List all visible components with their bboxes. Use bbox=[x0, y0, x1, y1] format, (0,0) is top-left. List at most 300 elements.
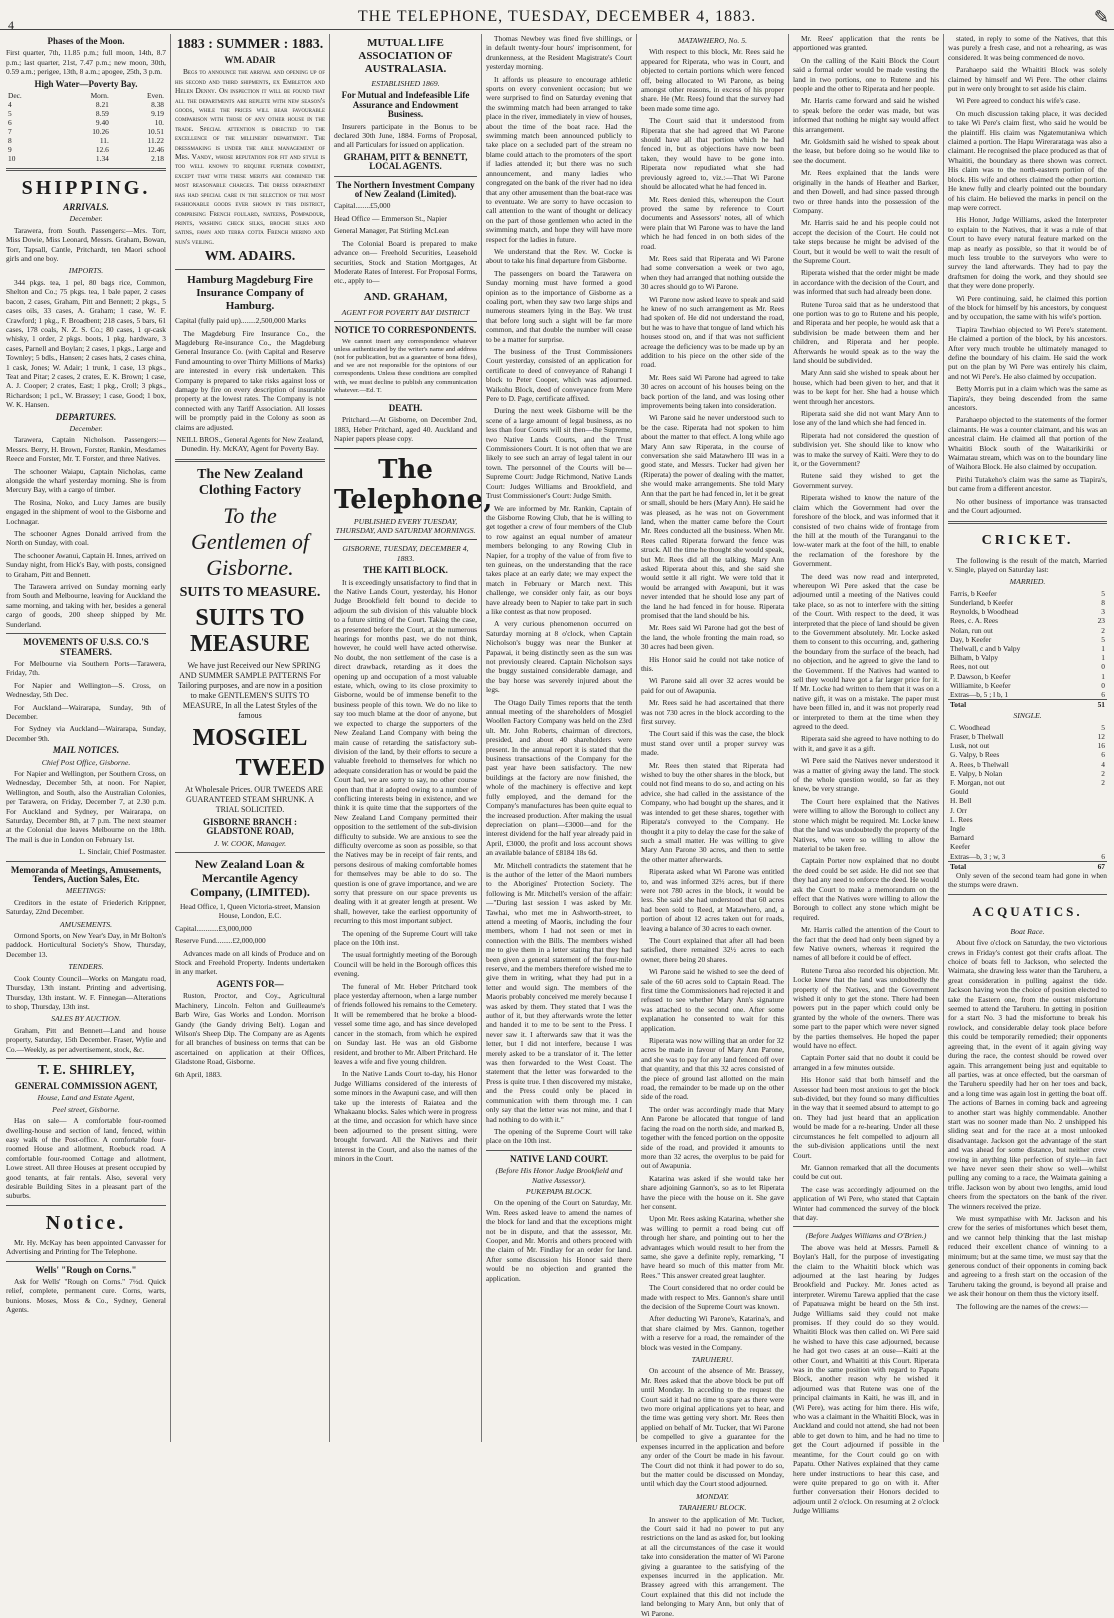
single-scorecard bbox=[948, 723, 1107, 871]
runs: 12 bbox=[1097, 731, 1105, 741]
tide-even: 8.38 bbox=[151, 100, 164, 110]
court-paragraph: The Court said if this was the case, the block must stand over until a proper survey was made. bbox=[641, 729, 784, 758]
ship-note: The schooner Awanui, Captain H. Innes, arrived on Sunday night, from Hick's Bay, with posts, consigned to Graham, Pitt and Bennett. bbox=[6, 550, 166, 579]
mail-office: Chief Post Office, Gisborne. bbox=[41, 757, 131, 767]
score-row bbox=[948, 644, 1107, 653]
court-paragraph: Rutene Turoa said that as he understood that one portion was to go to Rutene and his people, and Riperata and her people, he would ask that a subdivision be made between them and her children, and Riperata and her people. Afterwards he would speak as to the way the land should be subdivided. bbox=[793, 299, 939, 365]
runs: 1 bbox=[1101, 671, 1105, 681]
nic-office: Head Office — Emmerson St., Napier bbox=[334, 213, 447, 223]
court-paragraph: Mr. Rees said Wi Parone had agreed to take 30 acres on account of his houses being on the back portion of the land, and was losing other improvements being taken into consideration. bbox=[641, 372, 784, 411]
column-1 bbox=[2, 34, 170, 1442]
adair-heading: WM. ADAIR bbox=[224, 55, 276, 65]
arrivals-text: Tarawera, from South. Passengers:—Mrs. Torr, Miss Dowie, Miss Leonard, Messrs. Graham, Bowan, Torr, Tapsall, Cantle, Pritchardt, ten Maori school girls and one boy. bbox=[6, 225, 166, 264]
tide-row bbox=[6, 136, 166, 145]
notice-text: Mr. Hy. McKay has been appointed Canvasser for Advertising and Printing for The Telephone. bbox=[6, 1237, 166, 1257]
news-paragraph: We are informed by Mr. Rankin, Captain of the Gisborne Rowing Club, that he is willing to get together a crew of four members of the Club to row against an equal number of amateur members belonging to any Rowing Club in Napier, for a trophy of the value of from five to ten guineas, on the understanding that the race takes place at an early date; we may expect the match in February or March next. This challenge, we consider only fair, as our boys have already been to Napier to take part in such a like contest as that now proposed. bbox=[486, 503, 632, 616]
score-total bbox=[948, 861, 1107, 871]
batsman: C. Woodhead bbox=[950, 722, 990, 732]
ship-note: The Rosina, Noko, and Lucy James are busily engaged in the shipment of wool to the Gisborne and Lochnagar. bbox=[6, 497, 166, 526]
news-paragraph: The opening of the Supreme Court will take place on the 10th inst. bbox=[486, 1126, 632, 1146]
score-row bbox=[948, 681, 1107, 690]
usss-line: For Napier and Wellington—S. Cross, on Wednesday, 5th Dec. bbox=[6, 680, 166, 700]
nzcf-text2: At Wholesale Prices. OUR TWEEDS ARE GUARANTEED STEAM SHRUNK. A TRIAL SOLICITED. bbox=[185, 784, 323, 814]
nic-heading: The Northern Investment Company of New Zealand (Limited). bbox=[336, 179, 475, 200]
batsman: Rees, c. A. Rees bbox=[950, 616, 999, 626]
batsman: Day, b Keefer bbox=[950, 634, 992, 644]
runs: 6 bbox=[1101, 851, 1105, 861]
leader-heading: THE KAITI BLOCK. bbox=[363, 565, 448, 576]
divider bbox=[6, 168, 166, 171]
single-heading: SINGLE. bbox=[1013, 711, 1042, 721]
mail-text: For Napier and Wellington, per Southern Cross, on Wednesday, December 5th, at noon. For Napier, Wellington, and South, also the Australian Colonies, per Tarawera, on Friday, December 7, at 2.30 p.m. For Auckland and Sydney, per Wairarapa, on Saturday, December 8th, at 7 p.m. The next steamer at the Colonial due leaves Melbourne on the 18th. The mail is due in London on February 1st. bbox=[6, 768, 166, 844]
taruheru-heading: TARUHERU. bbox=[691, 1355, 734, 1365]
divider bbox=[175, 459, 325, 462]
tide-morn: 11. bbox=[99, 136, 109, 146]
nic-manager: General Manager, Pat Stirling McLean bbox=[334, 226, 449, 236]
loan-text: Advances made on all kinds of Produce and on Stock and Freehold Property. Indents undertaken in any market. bbox=[175, 948, 325, 977]
sales-text: Graham, Pitt and Bennett—Land and house property, Saturday, 15th December. Fraser, Wylie and Co.—Weekly, as per advertisement, stock, &c. bbox=[6, 1025, 166, 1054]
batsman: E. Valpy, b Nolan bbox=[950, 768, 1003, 778]
divider bbox=[6, 1058, 166, 1059]
boat-race-text: About five o'clock on Saturday, the two victorious crews in Friday's contest got their crafts afloat. The choice of boats fell to Jackson, who selected the Waimata, she drawing less water than the Taruheru, a great consideration in pulling against the tide. Jackson having won the choice of position elected to take the Eastern one, from the outset misfortune seemed to attend the Taruheru. In getting in position for a start No. 3 had the misfortune to break his rowlock, and considerable delay took place before this could be temporarily remedied; their opponents agreeing that, in the event of it again giving way during the race, the contest should be rowed over again. This arrangement being just and equitable to all parties, was at once effected, but the oarsman of the Taruheru speedily had her on her toes and back, and a long time was again lost in getting the boat off. The actions of Barnes in coming back and agreeing to another start was highly commendable. Another start was no sooner made than No. 2 unshipped his sliding seat and for the race at a most unlooked disadvantage. Jackson got the advantage of the start and was ahead for some distance, but neither crew rowing in anything like perfection of style—in fact we have never seen their show so well—whilst pulling any coming to a race, the Waimata gaining a trifle. Jackson won by about two lengths, amid loud cheers from the spectators on the bank of the river. The winners received the prize. bbox=[948, 938, 1107, 1211]
court-paragraph: Mr. Goldsmith said he wished to speak about the lease, but before doing so he would like to see the document. bbox=[793, 137, 939, 165]
court-paragraph: His Honor said that both himself and the Assessor had been most anxious to get the block sub-divided, but they found so many difficulties in the way that it seemed absurd to attempt to go on. They had just heard that an application would be made for a re-hearing. Under all these circumstances he felt compelled to adjourn all the sub-division applications until the next Court. bbox=[793, 1075, 939, 1160]
runs: 0 bbox=[1101, 662, 1105, 672]
hamburg-text: The Magdeburg Fire Insurance Co., the Magdeburg Re-insurance Co., the Magdeburg General Insurance Co. (with Capital and Reserve Fund amounting to over Thirty Millions of Marks) are interested in every risk undertaken. This Company is prepared to take risks against loss or damage by fire on every description of insurable property at the lowest rates. The Company is not connected with any Tariff Association. All losses will be promptly paid in the Colony as soon as claims are adjusted. bbox=[175, 328, 325, 432]
leader-paragraph: The usual fortnightly meeting of the Borough Council will be held in the Borough offices this evening. bbox=[334, 950, 477, 979]
loan-reserve: Reserve Fund.........£2,000,000 bbox=[175, 936, 266, 946]
shipping-heading: SHIPPING. bbox=[21, 177, 151, 200]
gpb-agents: GRAHAM, PITT & BENNETT, LOCAL AGENTS. bbox=[343, 151, 468, 172]
corns-heading: Wells' "Rough on Corns." bbox=[35, 1264, 137, 1275]
news-paragraph: It affords us pleasure to encourage athletic sports on every convenient occasion; but we were surprised to find on Saturday evening that the swimming match had been arranged to take place in the river, immediately in view of houses, about the time of the boat race. Had the swimming match been announced publicly to take place on a secluded part of the stream no blame could attach to the promoters of the sport if ladies attended it; but there was no such announcement, and many ladies who congregated on the bank of the river had no idea that any other amusement than the boat-race was to eventuate. We are sorry to have occasion to call attention to the want of thought or delicacy on the part of those gentlemen who acted in the swimming match, and hope they will have more respect for the ladies in future. bbox=[486, 74, 632, 244]
tide-morn: 1.34 bbox=[95, 154, 109, 164]
tide-col-morn: Morn. bbox=[90, 91, 109, 101]
court-paragraph: The Court said that it understood from Riperata that she had agreed that Wi Parone should have all that portion which he had fenced in, but as objections have now been taken, they would have to be gone into. Riperata now repudiated what she had previously agreed to, viz.:—That Wi Parone should be allocated what he had fenced in. bbox=[641, 116, 784, 192]
court-paragraph: Wi Parone now asked leave to speak and said he knew of no such arrangement as Mr. Rees had spoken of. He did not understand the road, but he was to have that tongue of land which his houses stood on, and if that was not sufficient acreage the deficiency was to be made up by an addition to his piece on the other side of the road. bbox=[641, 294, 784, 370]
leader-paragraph: The funeral of Mr. Heber Pritchard took place yesterday afternoon, when a large number of friends followed his remains to the Cemetery. It will be remembered that he broke a blood-vessel some time ago, and has since developed cancer in the stomach, from which he expired on Sunday last. He was an old Gisborne resident, and brother to Mr. Albert Pritchard. He leaves a wife and five young children. bbox=[334, 981, 477, 1066]
batsman: Barnard bbox=[950, 833, 974, 843]
runs bbox=[1089, 833, 1107, 842]
tide-even: 11.22 bbox=[147, 136, 164, 146]
runs bbox=[1089, 787, 1107, 796]
tide-day: 10 bbox=[8, 154, 16, 164]
court-paragraph: Rutene said they wished to get the Government survey. bbox=[793, 471, 939, 490]
runs: 5 bbox=[1101, 722, 1105, 732]
court-paragraph: Mr. Rees explained that the lands were originally in the hands of Heather and Barker, and then Dowell, and had since passed through two or three hands into the possession of the Company. bbox=[793, 168, 939, 215]
court-paragraph: Upon Mr. Rees asking Katarina, whether she was willing to permit a road being cut off through her share, and pointing out to her the advantages which would result to her from the same, she gave a definite reply, remarking, "I have heard so much of this matter from Mr. Rees." This answer created great laughter. bbox=[641, 1214, 784, 1280]
paper-title: The Telephone, bbox=[334, 454, 493, 515]
divider bbox=[175, 269, 325, 270]
court-paragraph: Wi Parone said he never understood such to be the case. Riperata had not spoken to him about the matter to that effect. A long while ago Mary Ann saw Riperata, in the course of conversation she said Matawhero III was in a good state, and Messrs. Tucker had given her (Riperata) the power of dealing with the matter, she would make arrangements. She told Mary Ann that the part he had fenced in, let it be great or small, should be hers (Mary Ann). He said he was pleased, as he was not on Government land, when the matter came before the Court Mr. Rees conducted all the business. When Mr. Rees called Riperata forward the fence was struck. All the time he thought she would speak, but Mr. Rees did all the talking. Mary Ann asked Riperata about this, and she said she would settle it all right. We were told that it would be arranged with Awapuni, but it was never intended that he should lose any part of the land he had fenced in for house. Riperata promised that the land should be his. bbox=[641, 413, 784, 620]
court-text: On the opening of the Court on Saturday, Mr. Wm. Rees asked leave to amend the names of the block for land and that the exceptions might not be in dispute, and that the assessor, Mr. Cooper, and Mr. Morris and others proceed with the claim of Mr. Findlay for an order for land. After some discussion his Honor said there would be no objection and granted the application. bbox=[486, 1198, 632, 1283]
court-paragraph: Wi Parone said he wished to see the deed of sale of the 60 acres sold to Captain Read. The first time the Commissioners had rejected it and refused to see whether Mary Ann's signature was attached to the second one. After some explanation he consented to wait for this application. bbox=[641, 967, 784, 1033]
score-row bbox=[948, 635, 1107, 644]
court-paragraph: On the calling of the Kaiti Block the Court said a formal order would be made vesting the land in two portions, one to Rutene and his people and the other to Riperata and her people. bbox=[793, 55, 939, 94]
court-paragraph: The Court here explained that the Natives were willing to allow the Borough to collect any stone which might be required. Mr. Locke knew that the land was undoubtedly the property of the Natives, who were so willing to allow the material to be taken free. bbox=[793, 796, 939, 853]
arrivals-month: December. bbox=[69, 214, 103, 224]
batsman: Rees, not out bbox=[950, 662, 989, 672]
usss-heading: MOVEMENTS OF U.S.S. CO.'S STEAMERS. bbox=[23, 637, 149, 657]
court-paragraph: Riperata said she did not want Mary Ann to lose any of the land which she had fenced in. bbox=[793, 409, 939, 428]
tide-col-even: Even. bbox=[146, 91, 164, 101]
divider bbox=[793, 1226, 939, 1227]
court-paragraph: Pirihi Tutakeho's claim was the same as Tiapira's, but came from a different ancestor. bbox=[948, 474, 1107, 494]
tide-even: 10. bbox=[154, 118, 164, 128]
court-paragraph: Captain Porter said that no doubt it could be arranged in a few minutes outside. bbox=[793, 1053, 939, 1072]
summer-heading: 1883 : SUMMER : 1883. bbox=[176, 37, 324, 52]
usss-line: For Sydney via Auckland—Wairarapa, Sunday, December 9th. bbox=[6, 724, 166, 743]
court-paragraph: His Honor said he could not take notice of this. bbox=[641, 654, 784, 673]
loan-date: 6th April, 1883. bbox=[175, 1069, 222, 1079]
score-row bbox=[948, 653, 1107, 662]
divider bbox=[6, 861, 166, 862]
nzcf-heading: The New Zealand Clothing Factory bbox=[197, 466, 303, 498]
court-paragraph: Mr. Harris called the attention of the Court to the fact that the deed had only been signed by a few Native owners, whereas it required the names of all before it could be of effect. bbox=[793, 925, 939, 963]
court-paragraph: Riperata wished to know the nature of the claim which the Government had over the foreshore of the block, and was informed that it consisted of two chains wide of frontage from the hill at the mouth of the Turanganui to the low-water mark at the foot of the hill, to enable the reclamation of the foreshore by the Government. bbox=[793, 493, 939, 569]
batsman: Gould bbox=[950, 787, 969, 797]
runs: 6 bbox=[1101, 689, 1105, 699]
court-paragraph: The Court considered that no order could be made with respect to Mrs. Gannon's share until the decision of the Supreme Court was known. bbox=[641, 1283, 784, 1311]
and-graham: AND. GRAHAM, bbox=[363, 290, 448, 303]
court-paragraph: Riperata was now willing that an order for 32 acres be made in favour of Mary Ann Parone, and she was to pay for any land fenced off over that quantity, and that this 32 acres consisted of the piece of ground last allotted on the main road, the remainder to be made up on the other side of the road. bbox=[641, 1036, 784, 1102]
batsman: Sunderland, b Keefer bbox=[950, 597, 1014, 607]
court-paragraph: stated, in reply to some of the Natives, that this was purely a fresh case, and not a rehearing, as was considered. It was being commenced de novo. bbox=[948, 34, 1107, 62]
tide-row bbox=[6, 127, 166, 136]
runs: 16 bbox=[1097, 741, 1105, 751]
score-row bbox=[948, 824, 1107, 833]
total-runs: 67 bbox=[1089, 861, 1107, 871]
corns-text: Ask for Wells' "Rough on Corns." 7½d. Quick relief, complete, permanent cure. Corns, warts, bunions. Moses, Moss & Co., Sydney, General Agents. bbox=[6, 1277, 166, 1315]
column-5 bbox=[636, 34, 788, 1618]
runs: 23 bbox=[1097, 616, 1105, 626]
suits-small: SUITS TO MEASURE. bbox=[179, 584, 321, 600]
death-heading: DEATH. bbox=[388, 402, 423, 413]
column-6 bbox=[788, 34, 943, 1516]
court-block: PUKEPAPA BLOCK. bbox=[525, 1186, 593, 1196]
taruheru-text: On account of the absence of Mr. Brassey, Mr. Rees asked that the above block be put off until Monday. In acceding to the request the Court said it had no time to spare as there were two more original applications yet to hear, and the time was getting very short. Mr. Rees then applied on behalf of Mr. Tucker, that Wi Parone be compelled to give a guarantee for the expenses incurred in the application and before any order of the Court be made in his favour. The Court did not think it had power to do so, but the matter could be discussed on Monday, until which day the Court stood adjourned. bbox=[641, 1366, 784, 1489]
batsman: Lusk, not out bbox=[950, 741, 990, 751]
tide-table bbox=[6, 91, 166, 163]
and-graham-agent: AGENT FOR POVERTY BAY DISTRICT bbox=[341, 307, 470, 317]
nzcf-text: We have just Received our New SPRING AND SUMMER SAMPLE PATTERNS For Tailoring purposes, and are now in a position to make GENTLEMEN'S SUITS TO MEASURE, In all the Latest Styles of the famous bbox=[177, 660, 323, 720]
paper-title-box bbox=[334, 448, 493, 541]
tweed-heading: TWEED bbox=[235, 754, 325, 781]
leader-paragraph: The opening of the Supreme Court will take place on the 10th inst. bbox=[334, 928, 477, 948]
score-row bbox=[948, 760, 1107, 769]
tide-morn: 10.26 bbox=[92, 127, 109, 137]
to-gentlemen-heading: To the Gentlemen of Gisborne. bbox=[191, 502, 309, 580]
mla-text: Insurers participate in the Bonus to be declared 30th June, 1884. Forms of Proposal, and all Particulars for issued on application. bbox=[334, 121, 477, 150]
agents-heading: AGENTS FOR— bbox=[216, 978, 284, 989]
adair-signature: WM. ADAIRS. bbox=[204, 249, 296, 265]
monday-block: TARAHERU BLOCK. bbox=[678, 1503, 747, 1513]
tide-header-row bbox=[6, 91, 166, 100]
tide-row bbox=[6, 109, 166, 118]
score-row bbox=[948, 690, 1107, 700]
tide-row bbox=[6, 145, 166, 154]
tide-row bbox=[6, 118, 166, 127]
court-paragraph: Mr. Rees said he had ascertained that there was not 730 acres in the block according to the first survey. bbox=[641, 698, 784, 727]
score-total bbox=[948, 700, 1107, 710]
score-row bbox=[948, 589, 1107, 598]
court-paragraph: Wi Pere continuing, said, he claimed this portion of the block for himself by his ancestors, by conquest and by occupation, the same with his wife's portion. bbox=[948, 293, 1107, 322]
sales-heading: SALES BY AUCTION. bbox=[51, 1014, 121, 1024]
batsman: A. Rees, b Thelwall bbox=[950, 759, 1009, 769]
page-number: 4 bbox=[8, 18, 15, 32]
shirley-sub2: House, Land and Estate Agent, bbox=[37, 1093, 135, 1103]
married-heading: MARRIED. bbox=[1009, 577, 1046, 587]
court-paragraph: Katarina was asked if she would take her share adjoining Gannon's, so as to let Riperata have the piece with the house on it. She gave her consent. bbox=[641, 1173, 784, 1211]
masthead-title: THE TELEPHONE, TUESDAY, DECEMBER 4, 1883. bbox=[357, 8, 757, 25]
tenders-heading: TENDERS. bbox=[68, 962, 104, 972]
column-3 bbox=[329, 34, 493, 1442]
batsman: H. Bell bbox=[950, 796, 972, 806]
score-row bbox=[948, 672, 1107, 681]
court-paragraph: Rutene Turoa also recorded his objection. Mr. Locke knew that the land was undoubtedly the property of the Natives, and the Government wished it only to get the stone. There had been powers put in the paper which could only be granted by the whole of the owners. There was some part to the paper which were never signed by the parties themselves. He hoped the paper would have no effect. bbox=[793, 965, 939, 1051]
tide-even: 2.18 bbox=[151, 154, 164, 164]
batsman: L. Rees bbox=[950, 814, 973, 824]
divider bbox=[334, 399, 477, 400]
court-paragraph: Parahaepo objected to the statements of the former claimants. He was a counter claimant, and his was an ancestral claim. He claimed all that portion of the Whaititi Block south of the Waitarikiriki or Waimatau stream, which was on to the boundary line of Waihora Block. He also claimed by occupation. bbox=[948, 415, 1107, 472]
runs bbox=[1089, 806, 1107, 815]
tide-even: 9.19 bbox=[151, 109, 164, 119]
monday-text: In answer to the application of Mr. Tucker, the Court said it had no power to put any restrictions on the land as asked for, but looking at all the circumstances of the case it would take into consideration the matter of Wi Parone giving a guarantee to the satisfying of the expenses incurred in the application. Mr. Brassey agreed with this arrangement. The Court explained that this did not include the land belonging to Mary Ann, but only that of Wi Parone. bbox=[641, 1514, 784, 1618]
runs: 8 bbox=[1101, 597, 1105, 607]
score-row bbox=[948, 769, 1107, 778]
tide-day: 6 bbox=[8, 118, 12, 128]
court-paragraph: Riperata had not considered the question of subdivision yet. She should like to know who was to make the survey of Kaiti. Were they to do it, or the Government? bbox=[793, 430, 939, 469]
tenders-text: Cook County Council—Works on Mangatu road, Thursday, 13th instant. Printing and advertising, Thursday, 13th instant. W. F. Finnegan—Alterations to shop, Thursday, 13th inst. bbox=[6, 973, 166, 1011]
moon-heading: Phases of the Moon. bbox=[47, 36, 125, 46]
court-paragraph: Riperata said she agreed to have nothing to do with it, and gave it as a gift. bbox=[793, 734, 939, 753]
divider bbox=[6, 1261, 166, 1262]
moon-text: First quarter, 7th, 11.85 p.m.; full moon, 14th, 8.7 p.m.; last quarter, 21st, 7.47 p.m.; new moon, 30th, 0.59 a.m.; perigee, 13th, 8 a.m.; apogee, 25th, 3 p.m. bbox=[6, 48, 166, 77]
runs: 6 bbox=[1101, 750, 1105, 760]
imports-text: 344 pkgs. tea, 1 pel, 80 bags rice, Common, Shelton and Co.; 75 pkgs. tea, 1 bale paper, 2 cases bacon, 2 cases, Graham, Pitt and Bennett; 2 pkgs., 5 cases oils, 33 cases, A. Graham; 1 case, W. F. Crawford; 1 pkg., F. Broadbent; 218 cases, 5 bars, 61 cases, 178 coals, N. Z. S. Co.; 80 cases, 1 qr-cask whisky, 1 order, 2 pkgs. boots, 1 pkg. hardware, 3 cases, Parnell and Boylan; 2 cases, 1 pkgs., Large and Townley; 5 bdls., Hansen; 2 cases hats, 2 cases china, 1 cask, Jones; W. Adair; 1 trunk, 1 case, 13 pkgs., Teat and Pitar; 2 cases, 2 crates, E. K. Brown; 1 case, A. J. Cooper; 2 crates, East; 1 pkg., Croll; 3 pkgs., Richardson; 1 pcl., W. Brassey; 1 case, Good; 1 box, W. K. Hansen. bbox=[6, 277, 166, 410]
divider bbox=[334, 176, 477, 177]
second-court-text: The above was held at Messrs. Parnell & Boylan's Hall, for the purpose of investigating the claim to the Whaititi block which was adjourned at the last hearing by Judges Brookfield and Puckey. Mr. Jones acted as interpreter. Wiremu Tarewa applied that the case of Papatuawa might be heard on the 5th inst. Judge Williams said they could not make promises. If they could do so they would. Whaititi Block was then called on. Wi Pere said he wished to have this case adjourned, because he had got two cases at an ouse—Kaiti at the other Court, and Whaititi at this Court. Riperata was in the same position with regard to Papatu Block, another reason why he wished it adjourned was that Rutene was one of the principal claimants in Kaiti, he was ill, and in (Wi Pere), was acting for him there. His wife, who was a claimant in the Whaititi Block, was in Auckland and could not attend, she had not been able to get down to him, and he had no time to get the Court adjourned if possible in the meantime, for the Court could go on with Papatu. Other Natives explained that they came here under instructions to hear this case, and were quite prepared to go on with it. After further conversation their Honors decided to adjourn until 2 o'clock. On resuming at 2 o'clock Judge Williams bbox=[793, 1242, 939, 1516]
score-row bbox=[948, 778, 1107, 787]
court-paragraph: Mr. Rees' application that the rents be apportioned was granted. bbox=[793, 34, 939, 53]
news-paragraph: We understand that the Rev. W. Cocke is about to take his final departure from Gisborne. bbox=[486, 246, 632, 266]
nic-capital: Capital........£5,000 bbox=[334, 201, 391, 211]
runs bbox=[1089, 815, 1107, 824]
batsman: P. Dawson, b Keefer bbox=[950, 671, 1011, 681]
score-row bbox=[948, 787, 1107, 796]
shirley-heading: T. E. SHIRLEY, bbox=[37, 1062, 135, 1078]
cricket-note: Only seven of the second team had gone in when the stumps were drawn. bbox=[948, 871, 1107, 890]
batsman: Keefer bbox=[950, 842, 971, 852]
court-paragraph: Parahaepo said the Whaititi Block was solely claimed by himself and Wi Pere. The other claims put in were only brought to set aside his claim. bbox=[948, 65, 1107, 94]
runs: 2 bbox=[1101, 625, 1105, 635]
runs: 2 bbox=[1101, 777, 1105, 787]
departures-text: Tarawera, Captain Nicholson. Passengers:—Messrs. Berry, H. Brown, Forster, Rankin, Mesdames Reece and Forster, Mr. T. Forster, and three Natives. bbox=[6, 435, 166, 464]
runs: 4 bbox=[1101, 759, 1105, 769]
tide-col-day: Dec. bbox=[8, 91, 22, 101]
memoranda-heading: Memoranda of Meetings, Amusements, Tenders, Auction Sales, Etc. bbox=[10, 864, 162, 885]
hamburg-capital: Capital (fully paid up)........2,500,000 Marks bbox=[175, 316, 306, 326]
news-paragraph: The Otago Daily Times reports that the tenth annual meeting of the shareholders of Mosgiel Woollen Factory Company was held on the 23rd ult. Mr. John Roberts, chairman of directors, presided, and about 40 shareholders were present. In the annual report it is stated that the business transactions of the Company for the past year have been satisfactory. The new buildings at the factory are now finished, the whole of the machinery is effective and kept fully employed, and the demand for the Company's manufactures has been quite equal to the increased production. After making the usual depreciation on plant—£3000—and for the interest dividend for the half year already paid in April, £3000, the profit and loss account shows an available balance of £8184 18s 6d. bbox=[486, 697, 632, 858]
court-paragraph: Mr. Rees then stated that Riperata had wished to buy the other shares in the block, but could not find means to do so, and acting on his advice, she had called in the assistance of the Company, who had bought up the shares, and it was intended to get these shares, together with Riperata's conveyed to the Company. He thought it a pity to delay the case for the sake of such a small matter. He was willing to give Mary Ann Parone 30 acres, and then to settle the other matter afterwards. bbox=[641, 760, 784, 864]
paper-subtitle: PUBLISHED EVERY TUESDAY, THURSDAY, AND SATURDAY MORNINGS. bbox=[335, 516, 476, 535]
score-row bbox=[948, 616, 1107, 625]
nic-text: The Colonial Board is prepared to make advance on— Freehold Securities, Leasehold securities, Stock and Station Mortgages, At Moderate Rates of Interest. For Proposal Forms, etc., apply to— bbox=[334, 238, 477, 286]
court-paragraph: The case was accordingly adjourned on the application of Wi Pere, who stated that Captain Winter had commenced the survey of the block that day. bbox=[793, 1184, 939, 1222]
batsman: Ingle bbox=[950, 824, 966, 833]
runs bbox=[1089, 842, 1107, 851]
loan-heading: New Zealand Loan & Mercantile Agency Company, (LIMITED). bbox=[190, 857, 310, 900]
tide-day: 7 bbox=[8, 127, 12, 137]
court-paragraph: Wi Pere agreed to conduct his wife's case. bbox=[956, 96, 1081, 106]
score-row bbox=[948, 741, 1107, 750]
batsman: Thelwall, c and b Valpy bbox=[950, 643, 1021, 653]
score-row bbox=[948, 815, 1107, 824]
mla-heading: MUTUAL LIFE ASSOCIATION OF AUSTRALASIA. bbox=[358, 37, 453, 75]
court-paragraph: Mr. Rees denied this, whereupon the Court proved the same by reference to Court documents and Assessors' notes, all of which were plain that Wi Parone was to have the land which he had fenced in on both sides of the road. bbox=[641, 194, 784, 251]
court-heading: NATIVE LAND COURT. bbox=[509, 1153, 609, 1164]
court-paragraph: Mr. Gannon remarked that all the documents could be cut out. bbox=[793, 1162, 939, 1182]
mail-postmaster: L. Sinclair, Chief Postmaster. bbox=[79, 847, 166, 857]
runs: 3 bbox=[1101, 607, 1105, 617]
news-paragraph: A very curious phenomenon occurred on Saturday morning at 8 o'clock, when Captain Nicholson's buggy was near the Bunker at Papawai, it being distinctly seen as the sun was not previously cleared. Captain Nicholson says the buggy sustained considerable damage, and the bay horse was severely injured about the legs. bbox=[486, 619, 632, 695]
tide-day: 5 bbox=[8, 109, 12, 119]
newspaper-columns bbox=[0, 34, 1114, 1618]
court-paragraph: Betty Morris put in a claim which was the same as Tiapira's, they being descended from the same ancestors. bbox=[948, 384, 1107, 413]
news-paragraph: The passengers on board the Tarawera on Sunday morning must have formed a good opinion as to the importance of Gisborne as a coaling port, when they saw two large ships and numerous steamers lying in the Bay. We trust that before long such a sight will be far more common, and that double the number will cease to be a matter for surprise. bbox=[486, 268, 632, 344]
crew-last: The following are the names of the crews:— bbox=[956, 1301, 1088, 1311]
tide-morn: 12.6 bbox=[95, 145, 109, 155]
departures-month: December. bbox=[69, 423, 103, 433]
tide-morn: 8.21 bbox=[95, 100, 109, 110]
mail-heading: MAIL NOTICES. bbox=[52, 745, 120, 756]
loan-office: Head Office, 1, Queen Victoria-street, Mansion House, London, E.C. bbox=[179, 902, 321, 921]
ship-note: The schooner Agnes Donald arrived from the North on Sunday, with coal. bbox=[6, 529, 166, 548]
batsman: Extras—b, 5 ; l b, 1 bbox=[950, 689, 1009, 699]
divider bbox=[486, 1150, 632, 1151]
branch-manager: J. W. COOK, Manager. bbox=[213, 838, 287, 848]
divider bbox=[948, 894, 1107, 895]
batsman: F. Morgan, not out bbox=[950, 777, 1005, 787]
branch-heading: GISBORNE BRANCH : GLADSTONE ROAD, bbox=[202, 816, 297, 837]
tide-day: 4 bbox=[8, 100, 12, 110]
batsman: Bilham, b Valpy bbox=[950, 653, 999, 663]
aquatics-heading: ACQUATICS. bbox=[972, 903, 1083, 919]
tide-heading: High Water—Poverty Bay. bbox=[34, 78, 138, 89]
court-paragraph: His Honor, Judge Williams, asked the Interpreter to explain to the Natives, that it was a rule of that Court to have every natural feature marked on the map as nearly as possible, so that it would be of much less trouble to the surveyors who were to survey the land afterwards. They had to pay the draftsmen for doing the work, and they should see that they were done properly. bbox=[948, 215, 1107, 291]
hamburg-signature: NEILL BROS., General Agents for New Zealand, Dunedin. Hy. McKAY, Agent for Poverty Bay. bbox=[176, 435, 324, 454]
arrivals-heading: ARRIVALS. bbox=[63, 202, 109, 213]
score-row bbox=[948, 796, 1107, 805]
court-paragraph: With respect to this block, Mr. Rees said he appeared for Riperata, who was in Court, and objected to certain portions which were fenced off, being allocated to Wi Parone, as being amongst other reasons, in excess of his proper share. He (Mr. Rees) found that the survey had been made some time ago. bbox=[641, 47, 784, 113]
usss-line: For Auckland—Wairarapa, Sunday, 9th of December. bbox=[6, 702, 166, 721]
tide-even: 10.51 bbox=[147, 127, 164, 137]
second-court-heading: (Before Judges Williams and O'Brien.) bbox=[805, 1231, 927, 1241]
tide-day: 9 bbox=[8, 145, 12, 155]
runs: 5 bbox=[1101, 588, 1105, 598]
departures-heading: DEPARTURES. bbox=[55, 411, 117, 422]
score-row bbox=[948, 852, 1107, 862]
imports-heading: IMPORTS. bbox=[68, 266, 104, 276]
runs: 1 bbox=[1101, 643, 1105, 653]
news-paragraph: During the next week Gisborne will be the scene of a large amount of legal business, as no less than four Courts will sit then—the Supreme, two Native Lands Courts, and the Trust Commissioners Court. It is not often that we are likely to see such an array of legal talent in our town. The personnel of the Courts will be— Supreme Court: Judge Richmond, Native Lands Court: Judges Williams and Brookfield, and Trust Commissioner's Court: Judge Smith. bbox=[486, 406, 632, 501]
divider bbox=[6, 633, 166, 634]
total-runs: 51 bbox=[1089, 700, 1107, 710]
runs: 5 bbox=[1101, 634, 1105, 644]
shirley-address: Peel street, Gisborne. bbox=[52, 1104, 120, 1114]
court-paragraph: Mr. Rees said Wi Parone had got the best of the land, the whole fronting the main road, so 30 acres had been given. bbox=[641, 623, 784, 652]
amusements-text: Ormond Sports, on New Year's Day, in Mr Bolton's paddock. Horticultural Society's Show, Thursday, December 13. bbox=[6, 931, 166, 959]
score-row bbox=[948, 723, 1107, 732]
news-paragraph: The business of the Trust Commissioners Court yesterday, consisted of an application for certificate to deed of conveyance of Rahangi I block to Peter Cooper, which was adjourned. Waikohu Block, deed of conveyance from Mere Pere to D. Page, certificate affixed. bbox=[486, 347, 632, 404]
score-row bbox=[948, 806, 1107, 815]
score-row bbox=[948, 833, 1107, 842]
score-row bbox=[948, 732, 1107, 741]
mosgiel-heading: MOSGIEL bbox=[192, 724, 308, 751]
batsman: J. Orr bbox=[950, 805, 967, 815]
ship-note: The Tarawera arrived on Sunday morning early from South and Melbourne, leaving for Auckland the same morning, and taking with her, besides a general cargo of goods, 200 sheep shipped by Mr. Sunderland. bbox=[6, 582, 166, 629]
tide-row bbox=[6, 154, 166, 163]
batsman: Nolan, run out bbox=[950, 625, 993, 635]
tide-even: 12.46 bbox=[147, 145, 164, 155]
usss-line: For Melbourne via Southern Ports—Tarawera, Friday, 7th. bbox=[6, 658, 166, 678]
leader-paragraph: In the Native Lands Court to-day, his Honor Judge Williams considered of the interests of some minors in the Awapuni case, and will then take up the interests of Raiatea and the Whakaanu blocks. Sales which were in progress at the time, and occasion for which have since been adjourned to the present sitting, were brought forward. All the Natives and their interest in the Court, and also the names of the minors in the Court. bbox=[334, 1069, 477, 1163]
court-paragraph: Mr. Rees said that Riperata and Wi Parone had some conversation a week or two ago, when they had arranged that nothing outside the 30 acres should go to Wi Parone. bbox=[641, 253, 784, 292]
court-paragraph: The deed was now read and interpreted, whereupon Wi Pere asked that the case be adjourned until a meeting of the Natives could take place, so as not to interfere with the sitting of the Court. With respect to the deed, it was interpreted that the piece of land should be given to the Government absolutely. Mr. Locke asked them to consent to this occurring, and, gathering the boundary from the surface of the beach, had no objection, and he agreed to give the land to the Government. If the Natives had wanted to sell they would have got a far larger price for it. If Mr. Locke had written to them that it was on a native gift, it was on a mistake. The paper must have been filled in, and it was not properly read or interpreted to them at the time when they agreed to the deed. bbox=[793, 571, 939, 732]
tide-morn: 8.59 bbox=[95, 109, 109, 119]
runs: 0 bbox=[1101, 680, 1105, 690]
runs bbox=[1089, 796, 1107, 805]
court-paragraph: Mary Ann said she wished to speak about her house, which had been given to her, and that it was to be kept for her. She had a house which went through her ancestors. bbox=[793, 368, 939, 406]
dateline: GISBORNE, TUESDAY, DECEMBER 4, 1883. bbox=[342, 544, 469, 563]
court-paragraph: Wi Pere said the Natives never understood it was a matter of giving away the land. The stock of the whole question would, so far as they knew, be very strange. bbox=[793, 756, 939, 794]
court-paragraph: On much discussion taking place, it was decided to take Wi Pere's claim first, who said he would be the plaintiff. His claim was Ngatemutaniwa which claimed a portion. The Hapu Wirerarataga was also a claimant. He recognised the place produced as that of Whaititi, the boundary as there shown was correct. His claim was to the north-eastern portion of the block. His wife and others claimed the other portion. He knew fully and clearly pointed out the boundary of his claim. He believed the marks in pencil on the map were correct. bbox=[948, 108, 1107, 212]
court-sub: (Before His Honor Judge Brookfield and Native Assessor). bbox=[495, 1166, 623, 1185]
death-text: Pritchard.—At Gisborne, on December 2nd, 1883, Heber Pritchard, aged 40. Auckland and Napier papers please copy. bbox=[334, 415, 477, 444]
divider bbox=[6, 1205, 166, 1206]
matawhero-heading: MATAWHERO, No. 5. bbox=[677, 36, 748, 45]
shirley-text: Has on sale— A comfortable four-roomed dwelling-house and section of land, fenced, within easy walk of the Post-office. A comfortable four-roomed House and allotment, Roebuck road. A comfortable four-roomed Cottage and allotment, Lowe street. All three Houses at present occupied by good tenants, at fair rentals. Also, several very desirable Building Sites in a pleasant part of the suburbs. bbox=[6, 1116, 166, 1201]
runs: 1 bbox=[1101, 653, 1105, 663]
court-paragraph: After deducting Wi Parone's, Katarina's, and that share claimed by Mrs. Gannon, together with a reserve for a road, the remainder of the block was vested in the Company. bbox=[641, 1314, 784, 1352]
court-paragraph: Riperata wished that the order might be made in accordance with the decision of the Court, and was informed that such had already been done. bbox=[793, 268, 939, 297]
mla-established: ESTABLISHED 1869. bbox=[371, 79, 440, 88]
runs bbox=[1089, 824, 1107, 833]
court-paragraph: Mr. Harris said he and his people could not accept the decision of the Court. He could not take steps because he might be advised of the Court, but it would be well to wait the result of the Supreme Court. bbox=[793, 218, 939, 265]
court-paragraph: Riperata asked what Wi Parone was entitled to, and was informed 32½ acres, but if there were not 780 acres in the block, it would be less. She said she had understood that 60 acres had been sold to Reed, at Matawhero, and, a portion of about 12 acres taken out for roads, leaving a balance of 30 acres to each owner. bbox=[641, 867, 784, 933]
batsman: Williamite, b Keefer bbox=[950, 680, 1011, 690]
leader-paragraph: It is exceedingly unsatisfactory to find that in the Native Lands Court, yesterday, his Honor Judge Brookfield felt bound to decide to adjourn the sub division of this valuable block to a future sitting of the Court. Taking the case, as presented before the Court, at the numerous hearings for months past, we do not think, however, he could well have acted otherwise. No doubt, the non settlement of the case is a direct drawback, retarding as it does the opening up and occupation of a most valuable estate, which, owing to its close proximity to Gisborne, would be of immense benefit to the business people of this town. We do no like to say too much blame at the door of anyone, but we expected to charge the supporters of the New Zealand Land Company with being the main cause of retarding the satisfactory sub-division of the land, by their efforts to secure a valuable freehold to themselves for which no adequate consideration has or would be paid the Court had, we are sorry to say, no other course open than that it adopted owing to a number of conflicting interests being in existence, and we think it is quite time that the supporters of the New Zealand Land Company permitted their opposition to the settlement of the sub-division difficulty to subside. We are anxious to see the difficulty overcome as soon as possible, so that the Natives may be in receipt of fair rents, and persons desirous of making comfortable homes for themselves may be able to do so. The question is one of grave importance, and we are sorry that pressure on our space prevents us dealing with it at greater length at present. We shall, however, take the earliest opportunity of recurring to this most important subject. bbox=[334, 577, 477, 926]
total-label: Total bbox=[948, 861, 1089, 871]
meetings-text: Creditors in the estate of Friederich Krippner, Saturday, 22nd December. bbox=[6, 897, 166, 917]
batsman: Reynolds, b Woodhead bbox=[950, 607, 1019, 617]
crew-text: We must sympathise with Mr. Jackson and his crew for the series of misfortunes which beset them, and we cannot help thinking that the last mishap reduced their excellent chance of winning to a minimum; but at the same time, we must say that the generous conduct of their opponents in coming back and agreeing to a fresh start on the occasion of the Taruheru taking the ground, is beyond all praise and we ask their honour on them thus the victory itself. bbox=[948, 1214, 1107, 1299]
news-paragraph: Thomas Newbey was fined five shillings, or in default twenty-four hours' imprisonment, for drunkenness, at the Resident Magistrate's Court yesterday morning. bbox=[486, 34, 632, 72]
batsman: Fraser, b Thelwall bbox=[950, 731, 1004, 741]
total-label: Total bbox=[948, 700, 1089, 710]
married-scorecard bbox=[948, 589, 1107, 710]
corner-mark-icon: ✎ bbox=[1093, 7, 1110, 27]
batsman: G. Valpy, b Rees bbox=[950, 750, 1000, 760]
news-paragraph: Mr. Mitchell contradicts the statement that he is the author of the letter of the Maori numbers to the Aborigines' Protection Society. The following is Mr. Mitchell's version of the affair: —"During last session I was asked by Mr. Tawhai, who met me in Ashworth-street, to attend a meeting of Maoris, including the four members, whom I had not seen or met in connection with the Bills. The members wished me to give them in a letter stating that they had been given a general statement of the four-mile reserve, and the members therefore wished me to give them in writing, what they had put in a letter and would sign. The members of the Maoris probably conceived me merely because I was asked by them. They stated that I was the author of it, but they afterwards wrote the letter and handed it to me to be sent to the Press. I never saw it. I afterwards saw that it was the letter, but I did not interfere, because I was merely asked to be a translator of it. The letter was then forwarded to the West Coast. The statement that the letter was forwarded to the Press is quite true. I then discovered my mistake, and the Press could only be placed in communication with them through me. I can only say that the letter was not mine, and that I had nothing to do with it." bbox=[486, 860, 632, 1124]
court-paragraph: Mr. Harris came forward and said he wished to speak before the order was made, but was informed that nothing he might say would affect this arrangement. bbox=[793, 96, 939, 134]
score-row bbox=[948, 662, 1107, 671]
batsman: Farris, b Keefer bbox=[950, 588, 997, 598]
mla-sub: For Mutual and Indefeasible Life Assurance and Endowment Business. bbox=[341, 90, 470, 120]
boat-race-heading: Boat Race. bbox=[1010, 926, 1045, 936]
tide-row bbox=[6, 100, 166, 109]
cricket-intro: The following is the result of the match, Married v. Single, played on Saturday last: bbox=[948, 555, 1107, 574]
